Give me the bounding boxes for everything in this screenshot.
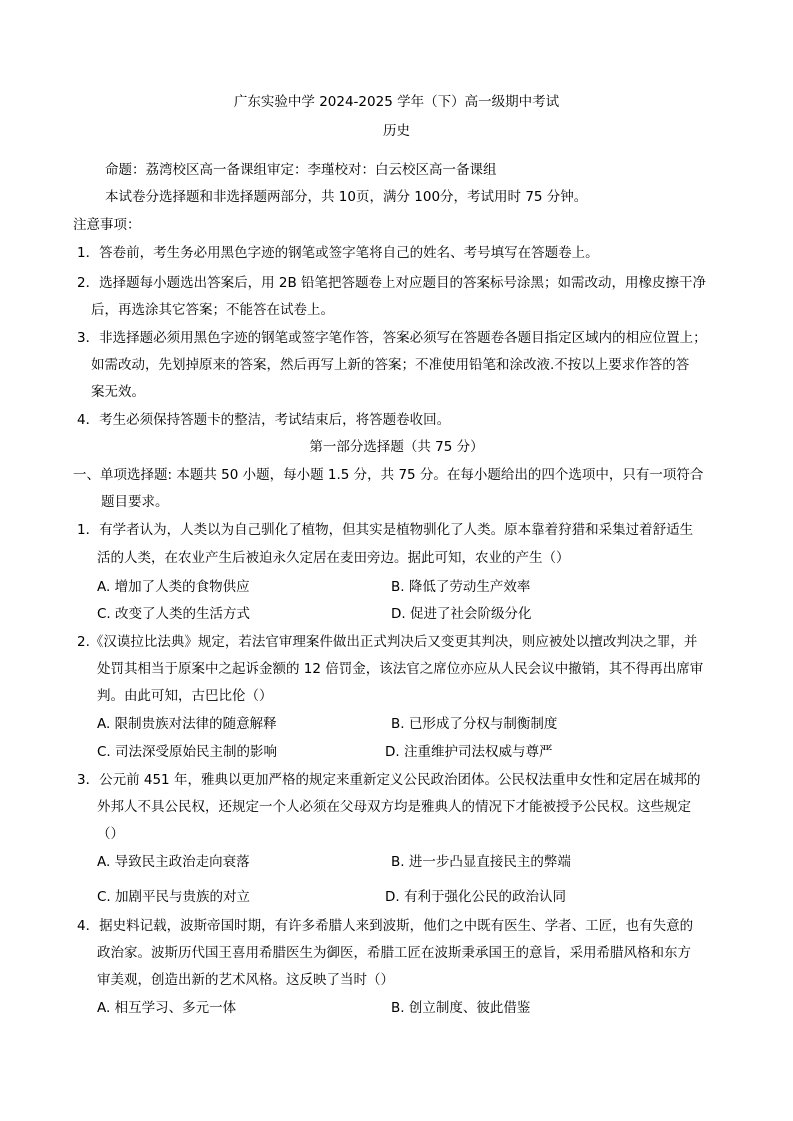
q4-option-a: A. 相互学习、多元一体 [97,1000,237,1016]
q2-option-c: C. 司法深受原始民主制的影响 [97,744,278,760]
q2-stem-cont: 处罚其相当于原案中之起诉金额的 12 倍罚金，该法官之席位亦应从人民会议中撤销，其不得再出席审 [97,661,704,677]
q4-stem: 4．据史料记载，波斯帝国时期，有许多希腊人来到波斯，他们之中既有医生、学者、工匠，也有失意的 [77,918,694,934]
notice-item-3-cont: 如需改动，先划掉原来的答案，然后再写上新的答案；不准使用铅笔和涂改液.不按以上要求作答的答 [91,357,690,373]
subject-title: 历史 [383,123,410,139]
notice-item-1: 1．答卷前，考生务必用黑色字迹的钢笔或签字笔将自己的姓名、考号填写在答题卷上。 [77,245,599,261]
q3-stem: 3．公元前 451 年，雅典以更加严格的规定来重新定义公民政治团体。公民权法重申女性和定居在城邦的 [77,772,701,788]
q4-option-b: B. 创立制度、彼此借鉴 [391,1000,531,1016]
q3-option-c: C. 加剧平民与贵族的对立 [97,889,251,905]
exam-title: 广东实验中学 2024-2025 学年（下）高一级期中考试 [233,94,560,110]
q2-stem: 2.《汉谟拉比法典》规定，若法官审理案件做出正式判决后又变更其判决，则应被处以擅改判决之罪，并 [77,634,698,650]
q1-option-b: B. 降低了劳动生产效率 [391,579,531,595]
notice-heading: 注意事项： [73,217,141,233]
exam-intro: 本试卷分选择题和非选择题两部分，共 10页，满分 100分，考试用时 75 分钟。 [105,189,588,205]
q2-option-d: D. 注重维护司法权威与尊严 [385,744,553,760]
notice-item-4: 4．考生必须保持答题卡的整洁，考试结束后，将答题卷收回。 [77,412,451,428]
q1-option-a: A. 增加了人类的食物供应 [97,579,250,595]
notice-item-2-cont: 后，再选涂其它答案；不能答在试卷上。 [91,302,334,318]
q3-option-b: B. 进一步凸显直接民主的弊端 [391,854,571,870]
notice-item-2: 2．选择题每小题选出答案后，用 2B 铅笔把答题卷上对应题目的答案标号涂黑；如需改动，用橡皮擦干净 [77,275,707,291]
part1-instructions: 一、单项选择题: 本题共 50 小题，每小题 1.5 分，共 75 分。在每小题给出的四个选项中，只有一项符合 [73,467,704,483]
q3-option-d: D. 有利于强化公民的政治认同 [385,889,566,905]
credits-line: 命题：荔湾校区高一备课组审定：李瑾校对：白云校区高一备课组 [105,162,497,178]
q3-option-a: A. 导致民主政治走向衰落 [97,854,250,870]
q2-stem-cont2: 判。由此可知，古巴比伦（） [97,688,273,704]
notice-item-3-cont2: 案无效。 [91,384,145,400]
q1-stem-cont: 活的人类，在农业产生后被迫永久定居在麦田旁边。据此可知，农业的产生（） [97,550,570,566]
q4-stem-cont2: 审美观，创造出新的艺术风格。这反映了当时（） [97,972,394,988]
q3-stem-cont2: （） [97,826,124,842]
q2-option-a: A. 限制贵族对法律的随意解释 [97,716,277,732]
q4-stem-cont: 政治家。波斯历代国王喜用希腊医生为御医，希腊工匠在波斯秉承国王的意旨，采用希腊风格和东方 [97,945,691,961]
q1-stem: 1．有学者认为，人类以为自己驯化了植物，但其实是植物驯化了人类。原本靠着狩猎和采集过着舒适生 [77,522,694,538]
q1-option-d: D. 促进了社会阶级分化 [391,606,532,622]
notice-item-3: 3．非选择题必须用黑色字迹的钢笔或签字笔作答，答案必须写在答题卷各题目指定区域内的相应位置上； [77,330,707,346]
q3-stem-cont: 外邦人不具公民权，还规定一个人必须在父母双方均是雅典人的情况下才能被授予公民权。这些规定 [97,799,691,815]
q1-option-c: C. 改变了人类的生活方式 [97,606,251,622]
part1-instructions-cont: 题目要求。 [101,494,169,510]
q2-option-b: B. 已形成了分权与制衡制度 [391,716,558,732]
part1-heading: 第一部分选择题（共 75 分） [309,439,484,455]
